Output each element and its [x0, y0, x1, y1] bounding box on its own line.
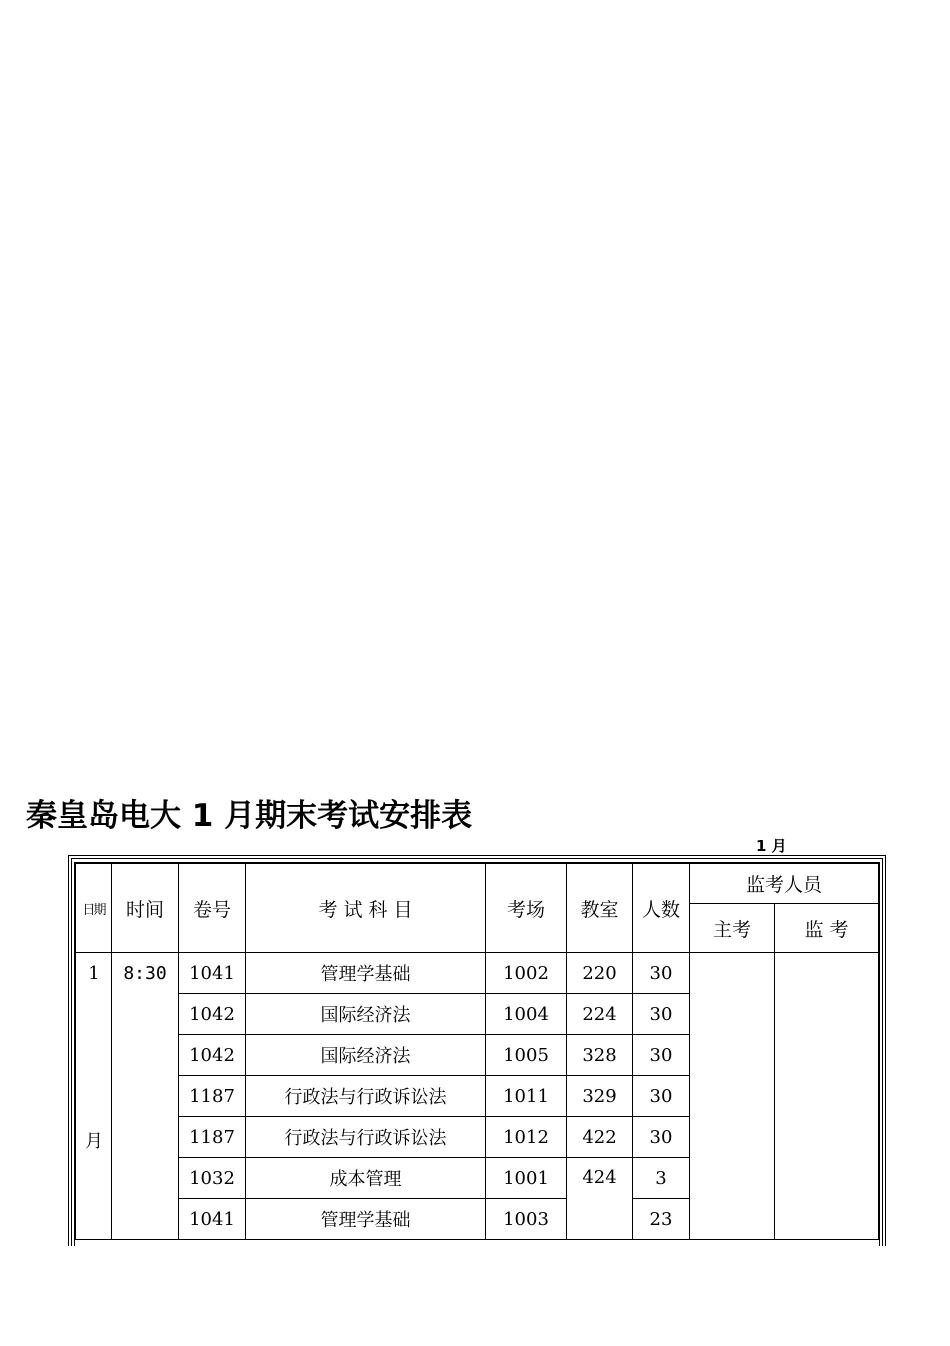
count-cell: 30 [633, 1076, 690, 1117]
exam-site-cell: 1002 [486, 953, 567, 994]
invigilator-cell [775, 953, 879, 1240]
subject-cell: 管理学基础 [246, 1199, 486, 1240]
classroom-cell: 224 [567, 994, 633, 1035]
subject-cell: 行政法与行政诉讼法 [246, 1076, 486, 1117]
exam-site-cell: 1011 [486, 1076, 567, 1117]
header-classroom: 教室 [567, 864, 633, 953]
header-date: 日期 [76, 864, 112, 953]
subject-cell: 成本管理 [246, 1158, 486, 1199]
paper-no-cell: 1187 [179, 1076, 246, 1117]
chief-cell [690, 953, 775, 1240]
exam-site-cell: 1004 [486, 994, 567, 1035]
exam-site-cell: 1001 [486, 1158, 567, 1199]
classroom-cell: 329 [567, 1076, 633, 1117]
count-cell: 30 [633, 1117, 690, 1158]
count-cell: 30 [633, 1035, 690, 1076]
header-row-1 [76, 864, 879, 904]
table-row [76, 953, 879, 994]
date-day: 1 [88, 963, 100, 984]
date-cell [76, 953, 112, 1240]
paper-no-cell: 1041 [179, 953, 246, 994]
classroom-cell: 422 [567, 1117, 633, 1158]
header-count: 人数 [633, 864, 690, 953]
paper-no-cell: 1032 [179, 1158, 246, 1199]
paper-no-cell: 1042 [179, 994, 246, 1035]
header-time: 时间 [112, 864, 179, 953]
header-exam-site: 考场 [486, 864, 567, 953]
header-paper-no: 卷号 [179, 864, 246, 953]
header-subject: 考 试 科 目 [246, 864, 486, 953]
count-cell: 23 [633, 1199, 690, 1240]
paper-no-cell: 1042 [179, 1035, 246, 1076]
classroom-cell: 220 [567, 953, 633, 994]
subject-cell: 行政法与行政诉讼法 [246, 1117, 486, 1158]
header-invigilator: 监 考 [775, 904, 879, 953]
count-cell: 30 [633, 953, 690, 994]
exam-site-cell: 1005 [486, 1035, 567, 1076]
exam-site-cell: 1003 [486, 1199, 567, 1240]
date-month: 月 [85, 1131, 103, 1152]
page-title: 秦皇岛电大 1 月期末考试安排表 [26, 798, 473, 834]
month-note: 1 月 [756, 837, 787, 855]
classroom-cell: 424 [567, 1158, 633, 1240]
time-value: 8:30 [123, 963, 167, 984]
subject-cell: 国际经济法 [246, 994, 486, 1035]
header-proctors: 监考人员 [690, 864, 879, 904]
count-cell: 3 [633, 1158, 690, 1199]
subject-cell: 国际经济法 [246, 1035, 486, 1076]
exam-schedule-table [75, 863, 879, 1240]
header-chief: 主考 [690, 904, 775, 953]
subject-cell: 管理学基础 [246, 953, 486, 994]
paper-no-cell: 1187 [179, 1117, 246, 1158]
paper-no-cell: 1041 [179, 1199, 246, 1240]
exam-site-cell: 1012 [486, 1117, 567, 1158]
count-cell: 30 [633, 994, 690, 1035]
time-cell [112, 953, 179, 1240]
classroom-cell: 328 [567, 1035, 633, 1076]
